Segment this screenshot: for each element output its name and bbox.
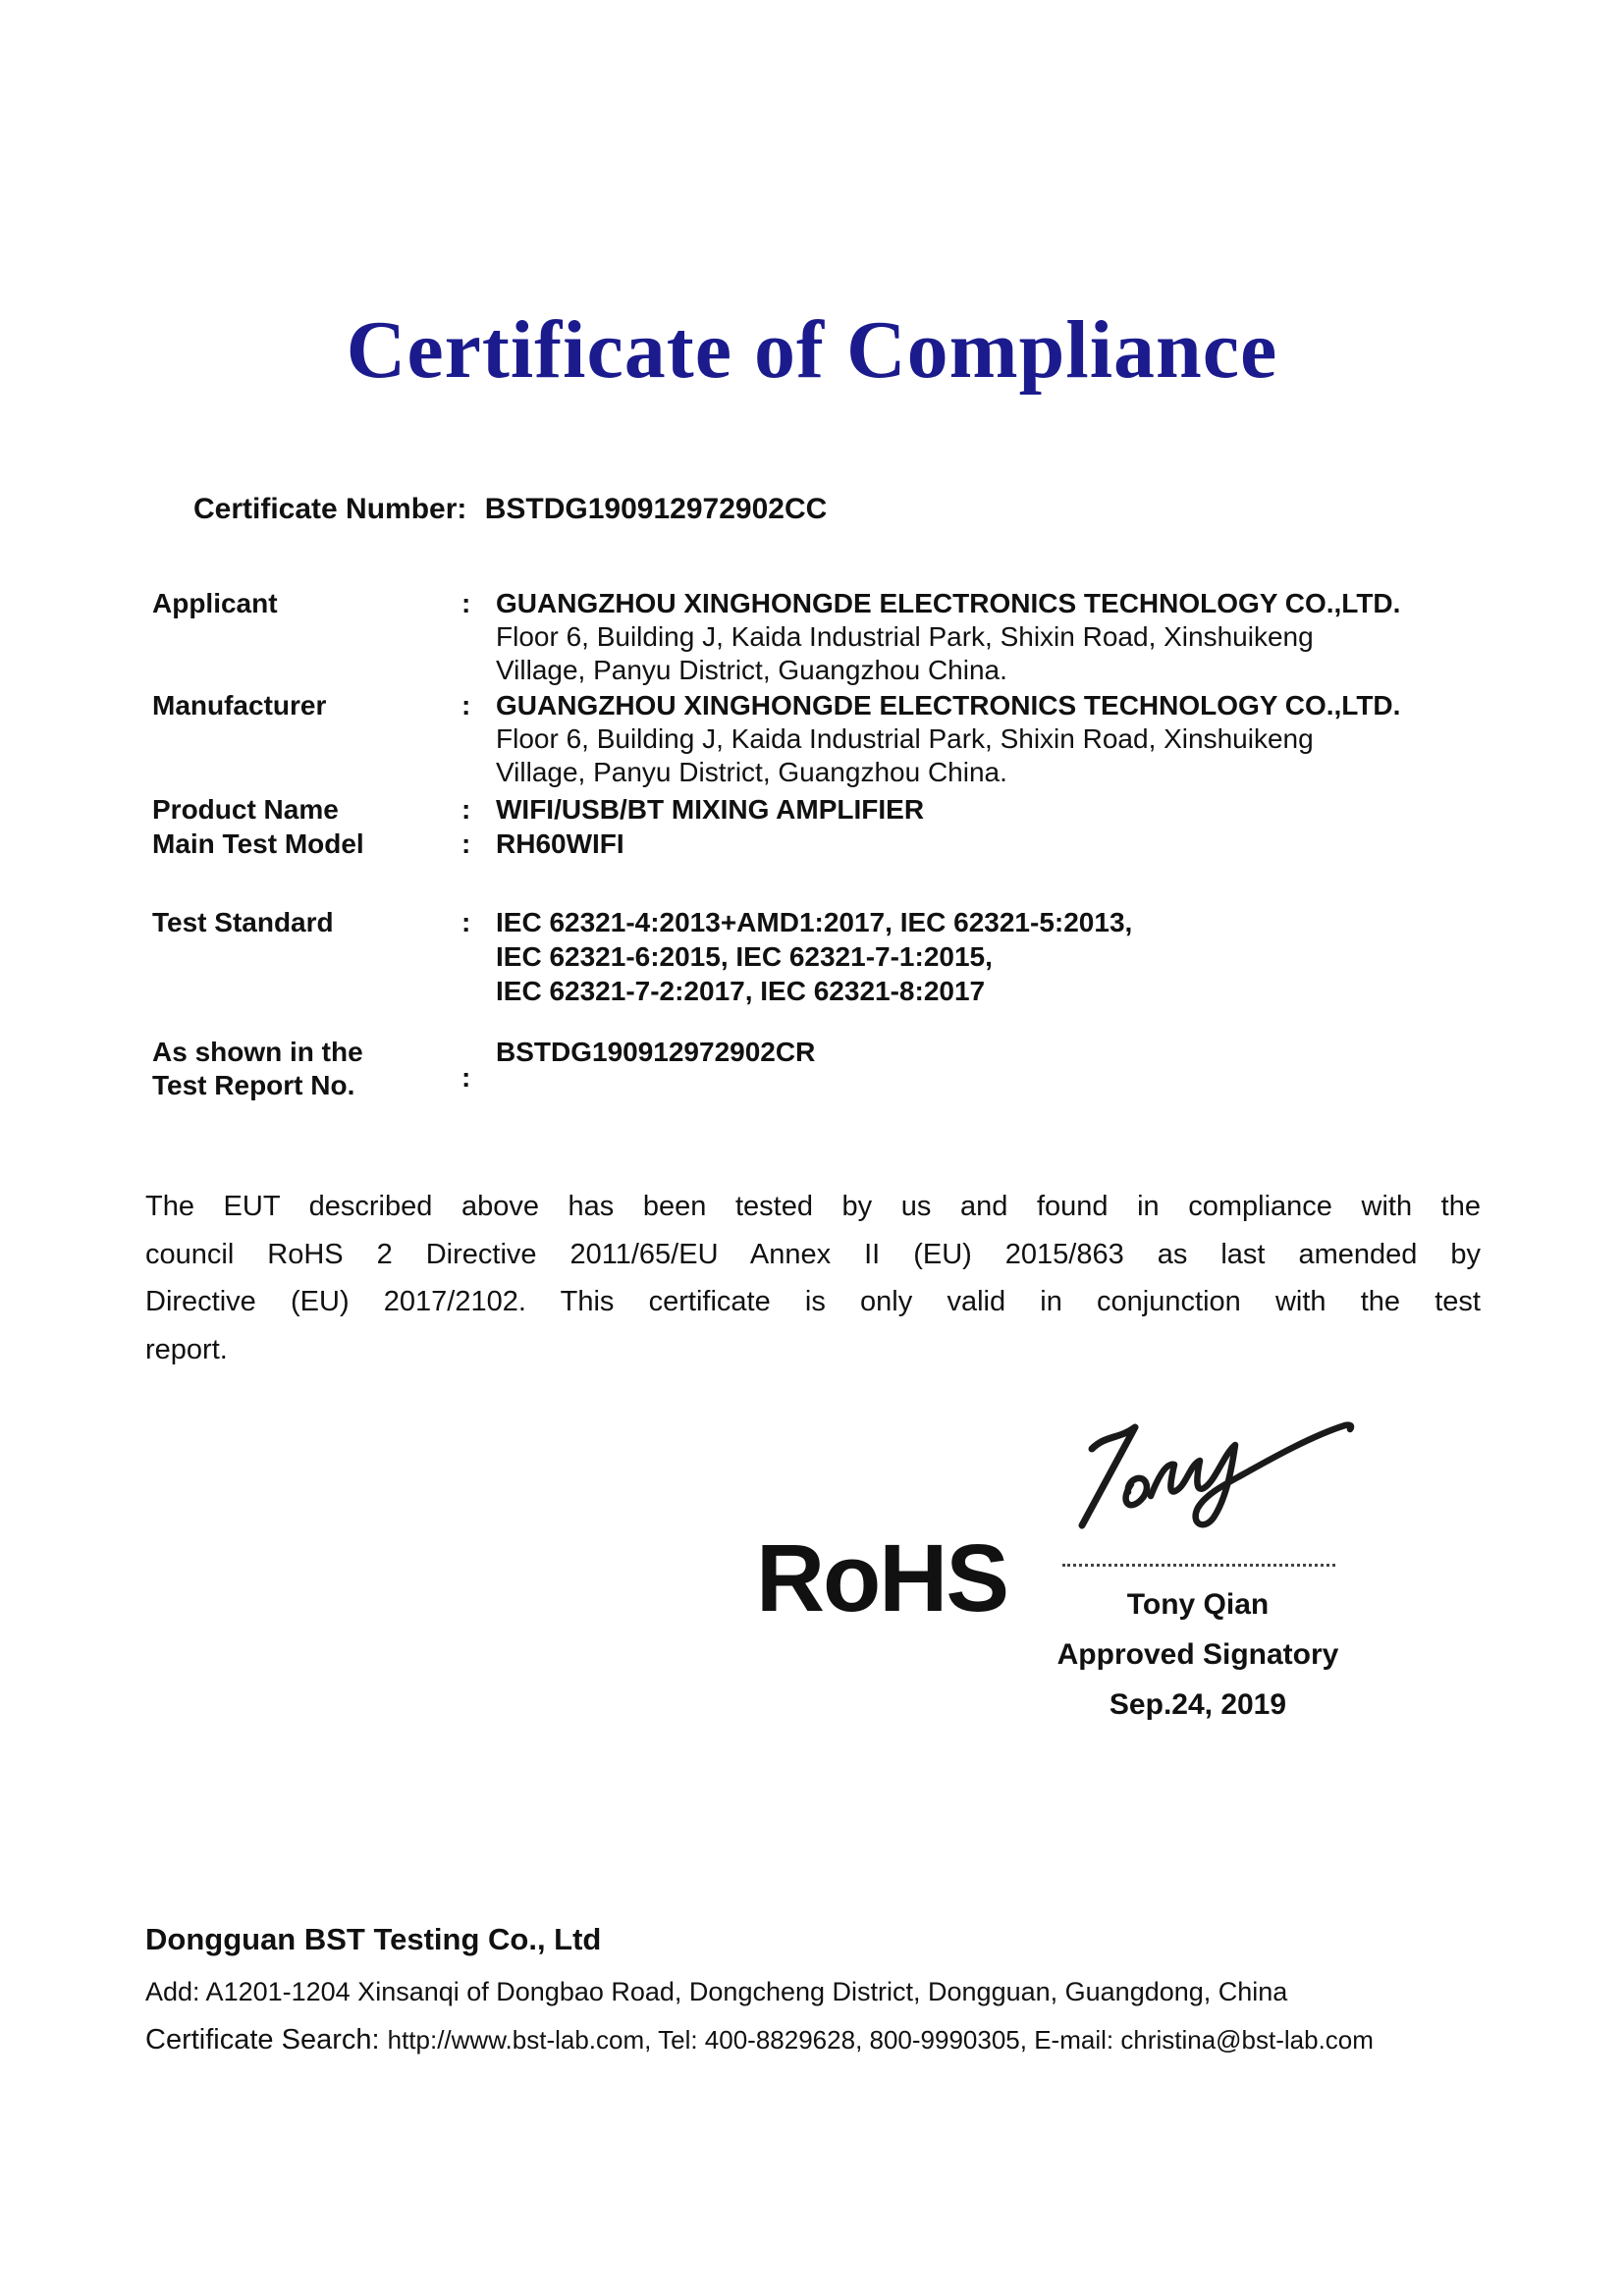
signature-icon [1062, 1406, 1369, 1543]
certificate-search-line [145, 2024, 1374, 2056]
test-standard-value [496, 905, 1497, 1008]
manufacturer-colon: : [461, 690, 471, 721]
statement-line1: The EUT described above has been tested by us and found in compliance with the [145, 1191, 1481, 1222]
statement-line2: council RoHS 2 Directive 2011/65/EU Annex II (EU) 2015/863 as last amended by [145, 1238, 1481, 1270]
signature-date: Sep.24, 2019 [1109, 1688, 1287, 1721]
test-report-label [152, 1036, 461, 1102]
applicant-address-line1: Floor 6, Building J, Kaida Industrial Park, Shixin Road, Xinshuikeng [496, 621, 1314, 652]
manufacturer-value [496, 689, 1497, 789]
product-name-label: Product Name [152, 794, 339, 825]
product-name-row [152, 793, 1497, 827]
manufacturer-company-name: GUANGZHOU XINGHONGDE ELECTRONICS TECHNOLOGY CO.,LTD. [496, 690, 1401, 721]
product-name-colon: : [461, 794, 471, 825]
test-standard-line3: IEC 62321-7-2:2017, IEC 62321-8:2017 [496, 976, 986, 1006]
test-standard-colon: : [461, 907, 471, 937]
manufacturer-row [152, 689, 1497, 789]
signatory-block [1031, 1588, 1365, 1738]
lab-address: Add: A1201-1204 Xinsanqi of Dongbao Road, Dongcheng District, Dongguan, Guangdong, China [145, 1977, 1288, 2006]
certificate-search-value: http://www.bst-lab.com, Tel: 400-8829628, 800-9990305, E-mail: christina@bst-lab.com [387, 2025, 1374, 2055]
certificate-number-value: BSTDG190912972902CC [484, 493, 828, 525]
manufacturer-address-line1: Floor 6, Building J, Kaida Industrial Park, Shixin Road, Xinshuikeng [496, 723, 1314, 754]
statement-line4: report. [145, 1333, 228, 1365]
product-name-value: WIFI/USB/BT MIXING AMPLIFIER [496, 794, 925, 825]
signer-name: Tony Qian [1126, 1588, 1270, 1621]
manufacturer-address-line2: Village, Panyu District, Guangzhou China. [496, 757, 1007, 787]
signature-dotted-line [1062, 1553, 1335, 1567]
applicant-value [496, 587, 1497, 687]
test-standard-line1: IEC 62321-4:2013+AMD1:2017, IEC 62321-5:2013, [496, 907, 1133, 937]
test-report-label-line2: Test Report No. [152, 1070, 355, 1100]
main-test-model-value: RH60WIFI [496, 828, 624, 859]
certificate-search-label: Certificate Search: [145, 2024, 380, 2056]
test-report-label-line1: As shown in the [152, 1037, 363, 1067]
applicant-address-line2: Village, Panyu District, Guangzhou China. [496, 655, 1007, 685]
statement-line3: Directive (EU) 2017/2102. This certificate is only valid in conjunction with the test [145, 1286, 1481, 1317]
test-report-row [152, 1036, 1497, 1102]
test-standard-line2: IEC 62321-6:2015, IEC 62321-7-1:2015, [496, 941, 993, 972]
test-standard-row [152, 905, 1497, 1008]
applicant-row [152, 587, 1497, 687]
test-report-colon: : [461, 1062, 471, 1093]
certificate-number-line [193, 493, 827, 526]
rohs-mark: RoHS [756, 1524, 1008, 1631]
test-standard-label: Test Standard [152, 907, 334, 937]
signer-title: Approved Signatory [1056, 1638, 1339, 1671]
page-title: Certificate of Compliance [346, 304, 1278, 396]
test-report-value: BSTDG190912972902CR [496, 1037, 816, 1067]
main-test-model-colon: : [461, 828, 471, 859]
compliance-statement [145, 1183, 1481, 1373]
main-test-model-label: Main Test Model [152, 828, 364, 859]
manufacturer-label: Manufacturer [152, 690, 327, 721]
lab-company-name: Dongguan BST Testing Co., Ltd [145, 1922, 602, 1956]
applicant-label: Applicant [152, 588, 278, 618]
certificate-number-label: Certificate Number: [193, 493, 467, 525]
applicant-colon: : [461, 588, 471, 618]
applicant-company-name: GUANGZHOU XINGHONGDE ELECTRONICS TECHNOLOGY CO.,LTD. [496, 588, 1401, 618]
main-test-model-row [152, 828, 1497, 861]
